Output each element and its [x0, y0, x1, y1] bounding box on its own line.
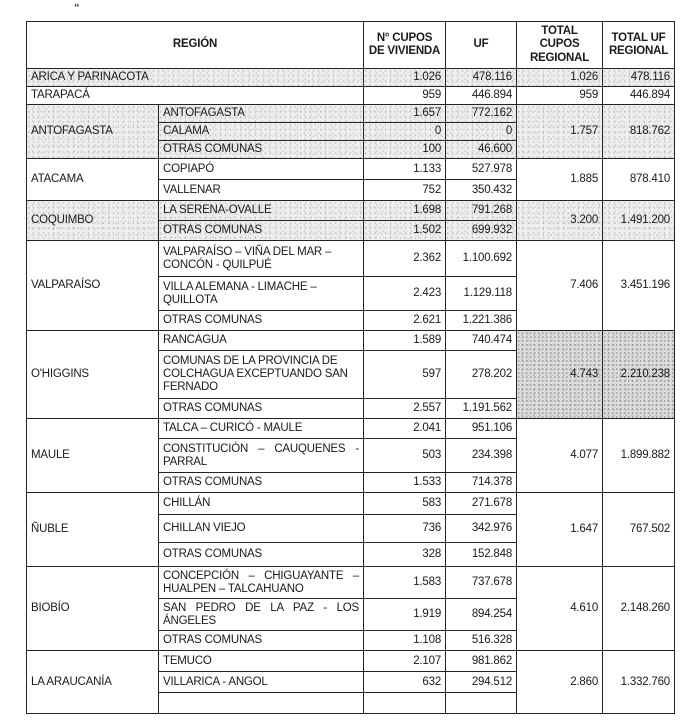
table-row — [27, 493, 675, 515]
header-uf: UF — [446, 22, 517, 69]
comuna-cell: TALCA – CURICÓ - MAULE — [159, 419, 364, 439]
header-total-uf: TOTAL UF REGIONAL — [603, 22, 675, 69]
cupos-cell: 1.108 — [364, 631, 446, 651]
table-row — [27, 105, 675, 123]
opening-quote-mark: “ — [74, 2, 80, 14]
table-row — [27, 87, 675, 105]
cupos-cell: 1.583 — [364, 567, 446, 599]
cupos-cell: 1.698 — [364, 201, 446, 221]
cupos-cell: 1.919 — [364, 599, 446, 631]
comuna-cell: OTRAS COMUNAS — [159, 311, 364, 331]
uf-cell: 278.202 — [446, 351, 517, 399]
comuna-cell: CHILLÁN — [159, 493, 364, 515]
uf-cell: 894.254 — [446, 599, 517, 631]
cupos-cell: 503 — [364, 439, 446, 473]
comuna-cell: ANTOFAGASTA — [159, 105, 364, 123]
total-cupos-cell: 1.885 — [517, 159, 603, 201]
comuna-cell: OTRAS COMUNAS — [159, 141, 364, 159]
region-cell: VALPARAÍSO — [27, 241, 159, 331]
uf-cell: 294.512 — [446, 672, 517, 693]
region-cell: ATACAMA — [27, 159, 159, 201]
uf-cell: 772.162 — [446, 105, 517, 123]
cupos-cell: 1.026 — [364, 69, 446, 87]
comuna-cell: CALAMA — [159, 123, 364, 141]
region-cell: ÑUBLE — [27, 493, 159, 567]
uf-cell: 152.848 — [446, 543, 517, 567]
cupos-cell: 1.589 — [364, 331, 446, 351]
total-uf-cell: 1.332.760 — [603, 651, 675, 714]
region-cell: BIOBÍO — [27, 567, 159, 651]
cupos-cell: 632 — [364, 672, 446, 693]
comuna-cell: LA SERENA-OVALLE — [159, 201, 364, 221]
comuna-cell: OTRAS COMUNAS — [159, 399, 364, 419]
cupos-cell: 2.557 — [364, 399, 446, 419]
comuna-cell: VILLA ALEMANA - LIMACHE – QUILLOTA — [159, 277, 364, 311]
uf-cell: 516.328 — [446, 631, 517, 651]
table-row — [27, 69, 675, 87]
housing-quota-table — [26, 21, 675, 714]
total-cupos-cell: 2.860 — [517, 651, 603, 714]
uf-cell: 0 — [446, 123, 517, 141]
total-cupos-cell: 1.647 — [517, 493, 603, 567]
uf-cell: 234.398 — [446, 439, 517, 473]
uf-cell: 46.600 — [446, 141, 517, 159]
uf-cell: 446.894 — [446, 87, 517, 105]
cupos-cell: 1.133 — [364, 159, 446, 180]
uf-cell: 527.978 — [446, 159, 517, 180]
total-cupos-cell: 4.743 — [517, 331, 603, 419]
table-row — [27, 331, 675, 351]
total-uf-cell: 2.148.260 — [603, 567, 675, 651]
total-cupos-cell: 4.077 — [517, 419, 603, 493]
total-cupos-cell: 3.200 — [517, 201, 603, 241]
total-uf-cell: 818.762 — [603, 105, 675, 159]
region-cell: LA ARAUCANÍA — [27, 651, 159, 714]
table-row — [27, 201, 675, 221]
total-uf-cell: 3.451.196 — [603, 241, 675, 331]
total-uf-cell: 1.899.882 — [603, 419, 675, 493]
total-uf-cell: 478.116 — [603, 69, 675, 87]
comuna-cell: OTRAS COMUNAS — [159, 543, 364, 567]
header-region: REGIÓN — [27, 22, 364, 69]
uf-cell: 271.678 — [446, 493, 517, 515]
cupos-cell: 100 — [364, 141, 446, 159]
total-uf-cell: 446.894 — [603, 87, 675, 105]
comuna-cell: CONCEPCIÓN – CHIGUAYANTE – HUALPEN – TALCAHUANO — [159, 567, 364, 599]
total-cupos-cell: 1.026 — [517, 69, 603, 87]
uf-cell: 342.976 — [446, 515, 517, 543]
cupos-cell: 583 — [364, 493, 446, 515]
uf-cell: 1.129.118 — [446, 277, 517, 311]
cupos-cell: 2.362 — [364, 241, 446, 277]
uf-cell: 714.378 — [446, 473, 517, 493]
cupos-cell: 2.621 — [364, 311, 446, 331]
comuna-cell: COMUNAS DE LA PROVINCIA DE COLCHAGUA EXCEPTUANDO SAN FERNADO — [159, 351, 364, 399]
total-uf-cell: 1.491.200 — [603, 201, 675, 241]
comuna-cell: TEMUCO — [159, 651, 364, 672]
comuna-cell: OTRAS COMUNAS — [159, 631, 364, 651]
uf-cell: 791.268 — [446, 201, 517, 221]
comuna-cell: CHILLAN VIEJO — [159, 515, 364, 543]
region-cell: TARAPACÁ — [27, 87, 364, 105]
total-cupos-cell: 7.406 — [517, 241, 603, 331]
uf-cell: 737.678 — [446, 567, 517, 599]
cupos-cell: 2.041 — [364, 419, 446, 439]
total-uf-cell: 878.410 — [603, 159, 675, 201]
cupos-cell — [364, 693, 446, 714]
comuna-cell: CONSTITUCIÓN – CAUQUENES - PARRAL — [159, 439, 364, 473]
cupos-cell: 1.533 — [364, 473, 446, 493]
comuna-cell: VALPARAÍSO – VIÑA DEL MAR – CONCÓN - QUILPUÉ — [159, 241, 364, 277]
uf-cell — [446, 693, 517, 714]
cupos-cell: 752 — [364, 180, 446, 201]
table-row — [27, 159, 675, 180]
total-cupos-cell: 1.757 — [517, 105, 603, 159]
uf-cell: 951.106 — [446, 419, 517, 439]
comuna-cell: VALLENAR — [159, 180, 364, 201]
region-cell: ANTOFAGASTA — [27, 105, 159, 159]
total-cupos-cell: 4.610 — [517, 567, 603, 651]
comuna-cell: COPIAPÓ — [159, 159, 364, 180]
comuna-cell: SAN PEDRO DE LA PAZ - LOS ÁNGELES — [159, 599, 364, 631]
table-row — [27, 651, 675, 672]
comuna-cell: RANCAGUA — [159, 331, 364, 351]
cupos-cell: 1.657 — [364, 105, 446, 123]
comuna-cell: OTRAS COMUNAS — [159, 473, 364, 493]
table-row — [27, 567, 675, 599]
region-cell: O'HIGGINS — [27, 331, 159, 419]
uf-cell: 1.191.562 — [446, 399, 517, 419]
cupos-cell: 959 — [364, 87, 446, 105]
cupos-cell: 2.423 — [364, 277, 446, 311]
uf-cell: 350.432 — [446, 180, 517, 201]
table-row — [27, 241, 675, 277]
header-cupos: N° CUPOS DE VIVIENDA — [364, 22, 446, 69]
table-row — [27, 419, 675, 439]
uf-cell: 740.474 — [446, 331, 517, 351]
cupos-cell: 328 — [364, 543, 446, 567]
comuna-cell — [159, 693, 364, 714]
total-uf-cell: 2.210.238 — [603, 331, 675, 419]
uf-cell: 699.932 — [446, 221, 517, 241]
total-cupos-cell: 959 — [517, 87, 603, 105]
comuna-cell: OTRAS COMUNAS — [159, 221, 364, 241]
comuna-cell: VILLARICA - ANGOL — [159, 672, 364, 693]
header-total-cupos: TOTAL CUPOS REGIONAL — [517, 22, 603, 69]
cupos-cell: 597 — [364, 351, 446, 399]
region-cell: COQUIMBO — [27, 201, 159, 241]
uf-cell: 478.116 — [446, 69, 517, 87]
region-cell: MAULE — [27, 419, 159, 493]
cupos-cell: 2.107 — [364, 651, 446, 672]
cupos-cell: 1.502 — [364, 221, 446, 241]
uf-cell: 1.100.692 — [446, 241, 517, 277]
total-uf-cell: 767.502 — [603, 493, 675, 567]
table-header-row — [27, 22, 675, 69]
uf-cell: 981.862 — [446, 651, 517, 672]
uf-cell: 1.221.386 — [446, 311, 517, 331]
cupos-cell: 0 — [364, 123, 446, 141]
region-cell: ARICA Y PARINACOTA — [27, 69, 364, 87]
cupos-cell: 736 — [364, 515, 446, 543]
